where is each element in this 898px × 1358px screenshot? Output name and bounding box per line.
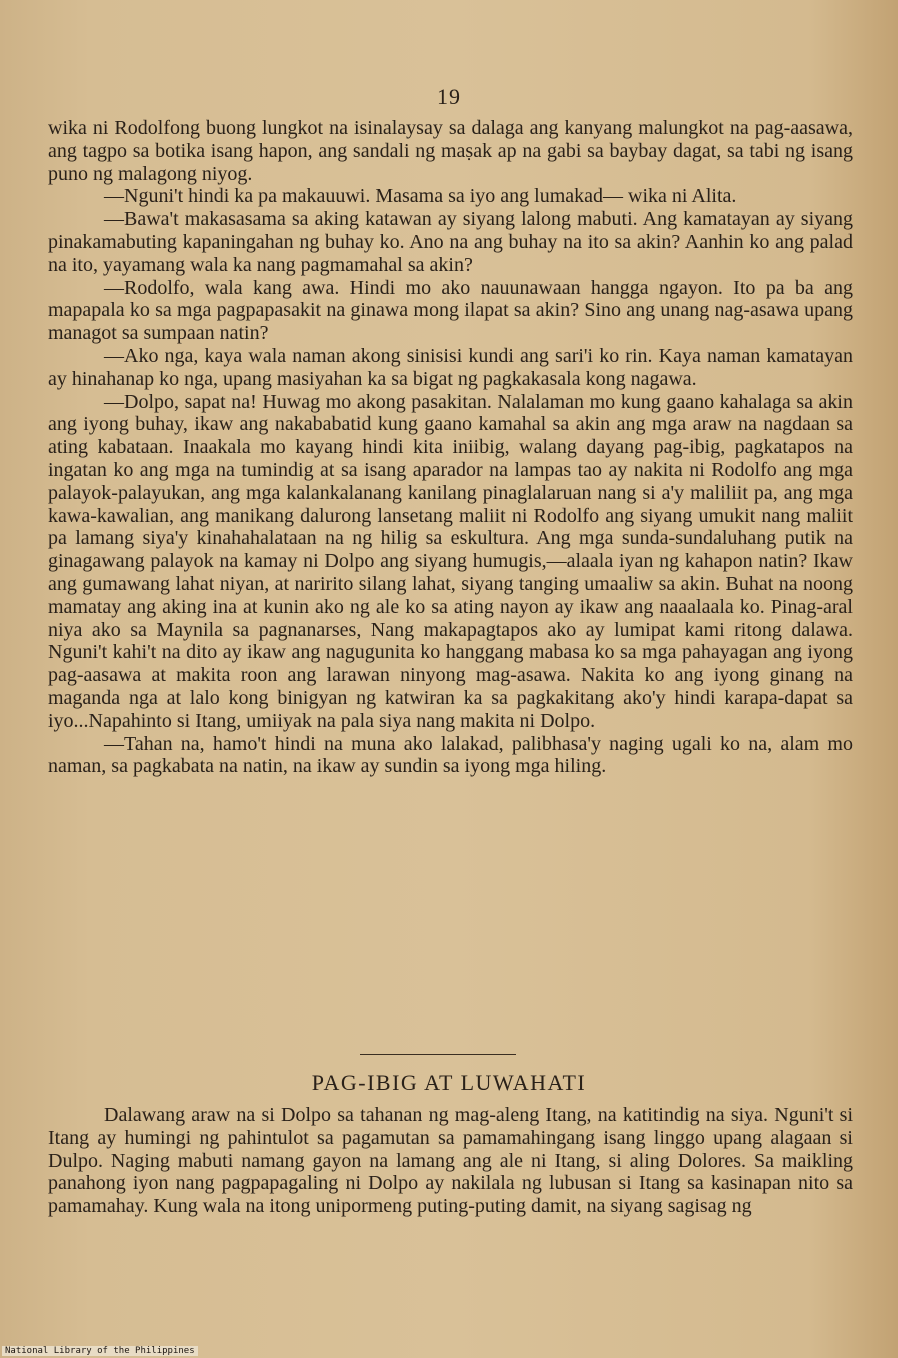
section-title: PAG-IBIG AT LUWAHATI bbox=[311, 1070, 587, 1095]
section-divider bbox=[360, 1054, 516, 1055]
paragraph: —Dolpo, sapat na! Huwag mo akong pasakitan. Nalalaman mo kung gaano kahalaga sa akin ang iyong buhay, ikaw ang nakababatid kung gaano kamahal sa akin ang mga araw na nagdaan sa ating kabataan. Inaakala mo kayang hindi kita iniibig, walang dayang pag-ibig, pagkatapos na ingatan ko ang mga na tumindig at sa isang aparador na lampas tao ay nakita ni Rodolfo ang mga palayok-palayukan, ang mga kalankalanang kanilang pinaglalaruan nang si a'y maliliit pa, ang mga kawa-kawalian, ang manikang dalurong lansetang maliit ni Rodolfo ang siyang umukit nang maliit pa lamang siya'y kinahahalataan na ng hilig sa eskultura. Ang mga sunda-sundaluhang putik na ginagawang palayok na kamay ni Dolpo ang siyang humugis,—alaala iyan ng kahapon natin? Ikaw ang gumawang lahat niyan, at naririto silang lahat, siyang tanging umaaliw sa akin. Buhat na noong mamatay ang aking ina at kunin ako ng ale ko sa ating nayon ay ikaw ang naaalaala ko. Pinag-aral niya ako sa Maynila sa pagnanarses, Nang makapagtapos ako ay lumipat kami ritong dalawa. Nguni't kahi't na dito ay ikaw ang nagugunita ko hanggang mabasa ko sa mga pahayagan ang iyong pag-aasawa at makita roon ang larawan ninyong mag-asawa. Nakita ko ang iyong ginang na maganda nga at lalo kong binigyan ng katwiran ka sa pagkakitang ako'y hindi karapa-dapat sa iyo...Napahinto si Itang, umiiyak na pala siya nang makita ni Dolpo. bbox=[48, 390, 853, 732]
footer-credit: National Library of the Philippines bbox=[2, 1346, 198, 1356]
paragraph: —Bawa't makasasama sa aking katawan ay siyang lalong mabuti. Ang kamatayan ay siyang pinakamabuting kapaningahan ng buhay ko. Ano na ang buhay na ito sa akin? Aanhin ko ang palad na ito, yayamang wala ka nang pagmamahal sa akin? bbox=[48, 208, 853, 276]
paragraph: wika ni Rodolfong buong lungkot na isinalaysay sa dalaga ang kanyang malungkot na pag-aasawa, ang tagpo sa botika isang hapon, ang sandali ng maṣak ap na gabi sa baybay dagat, sa tabi ng isang puno ng malagong niyog. bbox=[48, 117, 853, 185]
paragraph: Dalawang araw na si Dolpo sa tahanan ng mag-aleng Itang, na katitindig na siya. Nguni't si Itang ay humingi ng pahintulot sa pagamutan sa pamamahingang isang linggo upang alagaan si Dulpo. Naging mabuti namang gayon na lamang ang ale ni Itang, si aling Dolores. Sa maikling panahong iyon nang pagpapagaling ni Dolpo ay nakilala ng lubusan si Itang sa kasinapan nito sa pamamahay. Kung wala na itong unipormeng puting-puting damit, na siyang sagisag ng bbox=[48, 1104, 853, 1218]
page-number: 19 bbox=[437, 84, 461, 109]
paragraph: —Nguni't hindi ka pa makauuwi. Masama sa iyo ang lumakad— wika ni Alita. bbox=[104, 185, 737, 208]
paragraph: —Ako nga, kaya wala naman akong sinisisi kundi ang sari'i ko rin. Kaya naman kamatayan ay hinahanap ko nga, upang masiyahan ka sa bigat ng pagkakasala kong nagawa. bbox=[48, 344, 853, 390]
body-text-bottom bbox=[48, 1104, 853, 1218]
body-text-top bbox=[48, 117, 853, 778]
paragraph: —Rodolfo, wala kang awa. Hindi mo ako nauunawaan hangga ngayon. Ito pa ba ang mapapala ko sa mga pagpapasakit na ginawa mong ilapat sa akin? Sino ang unang nag-asawa upang managot sa sumpaan natin? bbox=[48, 276, 853, 345]
paragraph: —Tahan na, hamo't hindi na muna ako lalakad, palibhasa'y naging ugali ko na, alam mo naman, sa pagkabata na natin, na ikaw ay sundin sa iyong mga hiling. bbox=[48, 732, 853, 778]
